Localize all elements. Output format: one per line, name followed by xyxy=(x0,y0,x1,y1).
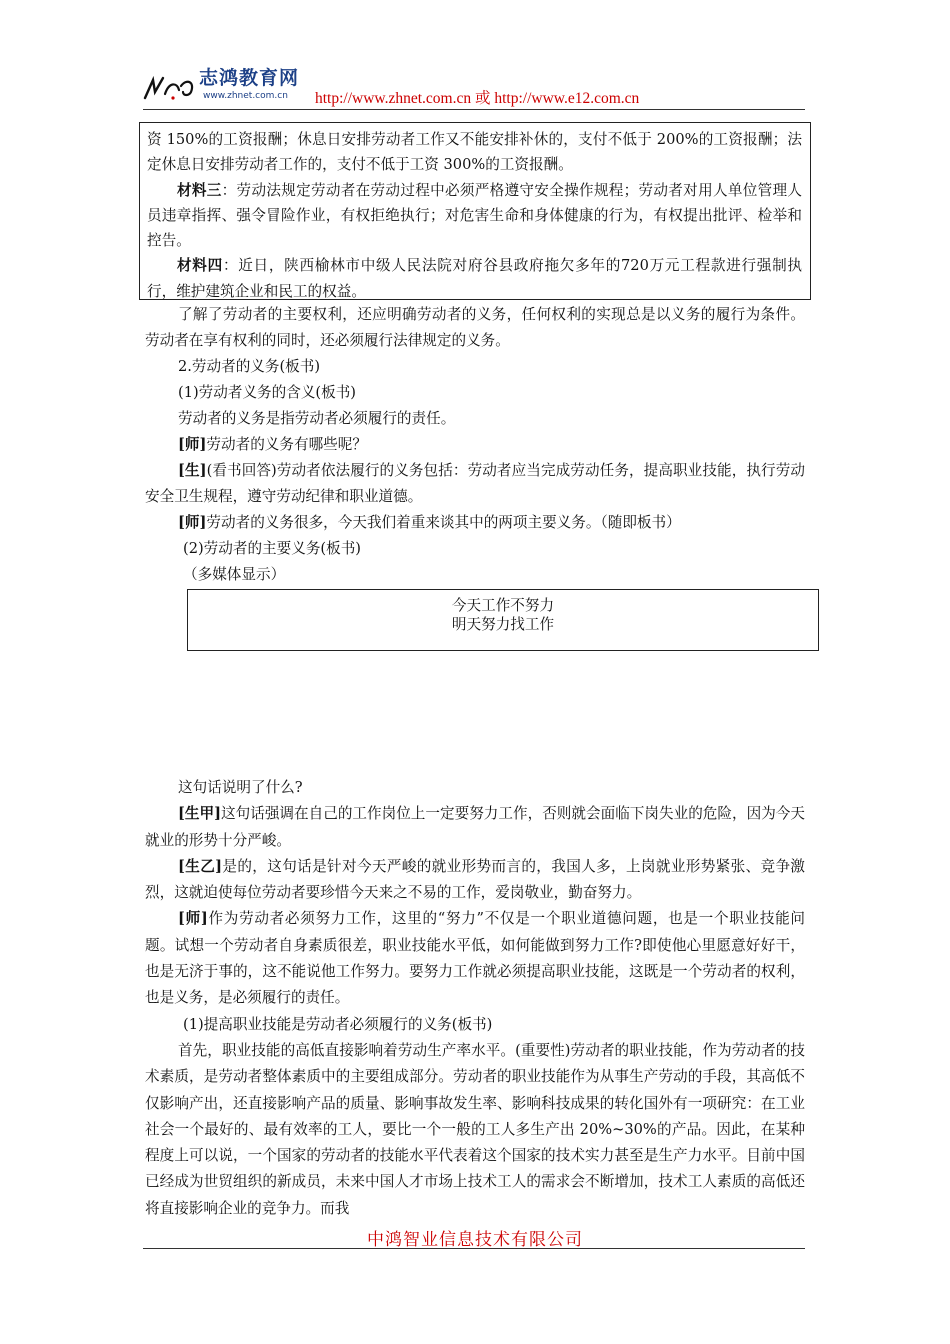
material-continuation: 资 150%的工资报酬；休息日安排劳动者工作又不能安排补休的，支付不低于 200%的工资报酬；法定休息日安排劳动者工作的，支付不低于工资 300%的工资报酬。 xyxy=(147,131,802,174)
dialogue-text: 是的，这句话是针对今天严峻的就业形势而言的，我国人多，上岗就业形势紧张、竞争激烈，这就迫使每位劳动者要珍惜今天来之不易的工作，爱岗敬业，勤奋努力。 xyxy=(145,857,805,902)
dialogue-text: 作为劳动者必须努力工作，这里的“努力”不仅是一个职业道德问题，也是一个职业技能问题。试想一个劳动者自身素质很差，职业技能水平低，如何能做到努力工作?即使他心里愿意好好干，也是无济于事的，这不能说他工作努力。要努力工作就必须提高职业技能，这既是一个劳动者的权利，也是义务，是必须履行的责任。 xyxy=(145,910,805,1007)
materials-box xyxy=(139,122,811,300)
header-links[interactable]: http://www.zhnet.com.cn 或 http://www.e12.com.cn xyxy=(315,90,640,107)
dialogue-line xyxy=(145,906,805,1011)
subsection-heading: (1)劳动者义务的含义(板书) xyxy=(178,384,356,401)
footer-company: 中鸿智业信息技术有限公司 xyxy=(367,1230,583,1250)
dialogue-text: 劳动者的义务很多，今天我们着重来谈其中的两项主要义务。（随即板书） xyxy=(206,514,681,531)
material-four-label: 材料四 xyxy=(177,257,223,275)
dialogue-text: (看书回答)劳动者依法履行的义务包括：劳动者应当完成劳动任务，提高职业技能，执行劳动安全卫生规程，遵守劳动纪律和职业道德。 xyxy=(145,462,805,505)
dialogue-text: 劳动者的义务有哪些呢？ xyxy=(206,436,367,453)
dialogue-line xyxy=(145,458,805,510)
subsection-heading: (1)提高职业技能是劳动者必须履行的义务(板书) xyxy=(183,1015,493,1033)
speaker-label: [师] xyxy=(178,514,207,531)
paragraph: 劳动者的义务是指劳动者必须履行的责任。 xyxy=(178,410,456,427)
material-four xyxy=(147,253,802,304)
material-three-label: 材料三 xyxy=(177,181,222,199)
logo-mark-icon xyxy=(143,74,199,102)
speaker-label: [生] xyxy=(178,462,207,479)
site-logo[interactable] xyxy=(143,66,313,108)
dialogue-line xyxy=(145,854,805,907)
logo-text: 志鸿教育网 xyxy=(199,67,300,89)
page-header xyxy=(143,62,805,110)
footer-divider xyxy=(143,1248,805,1249)
material-four-text: ：近日，陕西榆林市中级人民法院对府谷县政府拖欠多年的720万元工程款进行强制执行，维护建筑企业和民工的权益。 xyxy=(147,257,802,300)
lesson-section-1 xyxy=(145,302,805,588)
paragraph: 了解了劳动者的主要权利，还应明确劳动者的义务，任何权利的实现总是以义务的履行为条件。劳动者在享有权利的同时，还必须履行法律规定的义务。 xyxy=(145,306,805,349)
media-line: 明天努力找工作 xyxy=(451,616,555,633)
speaker-label: [师] xyxy=(178,910,208,928)
paragraph: 首先，职业技能的高低直接影响着劳动生产率水平。(重要性)劳动者的职业技能，作为劳动者的技术素质，是劳动者整体素质中的主要组成部分。劳动者的职业技能作为从事生产劳动的手段，其高低不仅影响产出，还直接影响产品的质量、影响事故发生率、影响科技成果的转化国外有一项研究：在工业社会一个最好的、最有效率的工人，要比一个一般的工人多生产出 20%~30%的产品。因此，在某种程度上可以说，一个国家的劳动者的技能水平代表着这个国家的技术实力甚至是生产力水平。目前中国已经成为世贸组织的新成员，未来中国人才市场上技术工人的需求会不断增加，技术工人素质的高低还将直接影响企业的竞争力。而我 xyxy=(145,1041,805,1217)
dialogue-line xyxy=(145,432,805,458)
speaker-label: [生乙] xyxy=(178,857,223,875)
dialogue-line xyxy=(145,510,805,536)
question: 这句话说明了什么? xyxy=(178,779,303,796)
lesson-section-2 xyxy=(145,775,805,1222)
media-display-box xyxy=(187,589,819,651)
dialogue-text: 这句话强调在自己的工作岗位上一定要努力工作，否则就会面临下岗失业的危险，因为今天就业的形势十分严峻。 xyxy=(145,805,805,849)
logo-url: www.zhnet.com.cn xyxy=(203,91,288,101)
media-line: 今天工作不努力 xyxy=(451,597,555,614)
material-three xyxy=(147,178,802,254)
media-note: （多媒体显示） xyxy=(183,566,286,583)
speaker-label: [生甲] xyxy=(178,805,222,823)
material-three-text: ：劳动法规定劳动者在劳动过程中必须严格遵守安全操作规程；劳动者对用人单位管理人员违章指挥、强令冒险作业，有权拒绝执行；对危害生命和身体健康的行为，有权提出批评、检举和控告。 xyxy=(147,181,802,250)
section-heading: 2.劳动者的义务(板书) xyxy=(178,358,321,375)
speaker-label: [师] xyxy=(178,436,207,453)
dialogue-line xyxy=(145,801,805,854)
subsection-heading: (2)劳动者的主要义务(板书) xyxy=(183,540,361,557)
header-divider xyxy=(143,109,805,110)
